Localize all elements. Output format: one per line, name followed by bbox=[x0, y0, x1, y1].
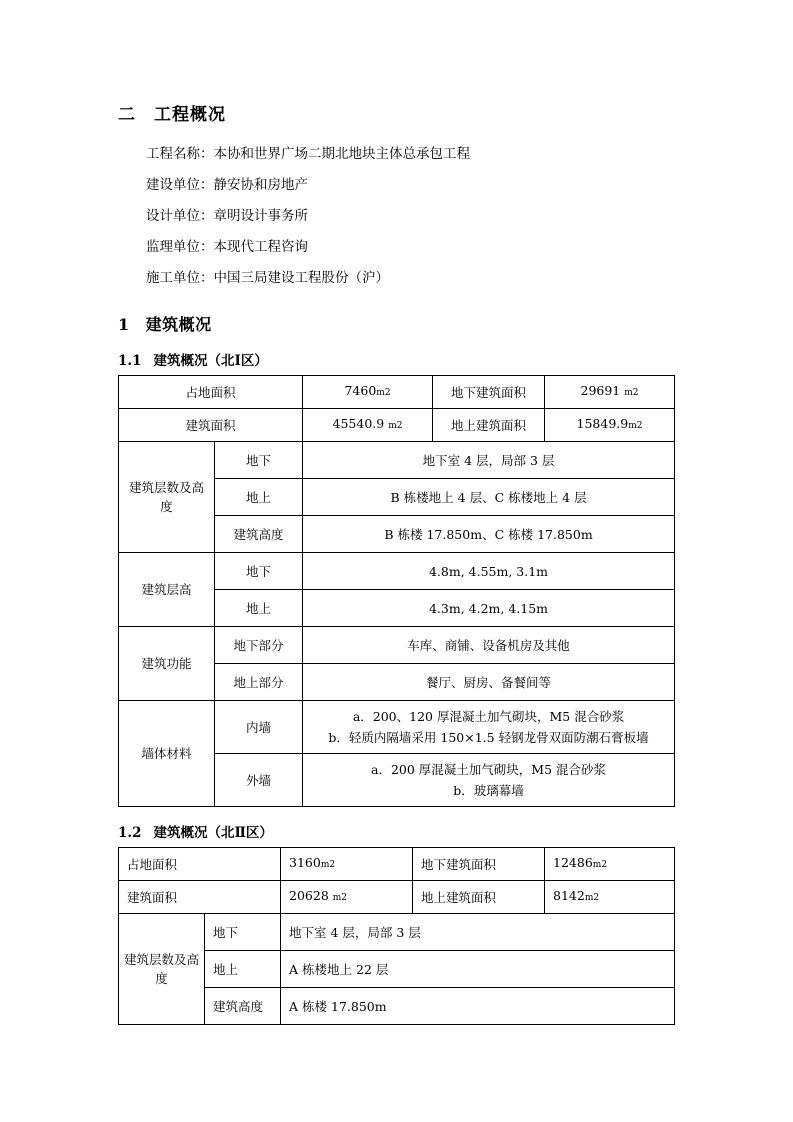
info-item-name: 工程名称：本协和世界广场二期北地块主体总承包工程 bbox=[146, 146, 470, 162]
site-area-value-2: 3160 bbox=[289, 855, 321, 870]
cell-value-outer-wall bbox=[303, 754, 675, 807]
cell-sub-building-height-2: 建筑高度 bbox=[205, 988, 281, 1025]
cell-sub-underground-2: 地下 bbox=[205, 914, 281, 951]
subsection-12-heading bbox=[118, 821, 683, 841]
cell-sub-function-underground: 地下部分 bbox=[215, 627, 303, 664]
floor-area-unit-2: m2 bbox=[332, 893, 348, 903]
cell-value-aboveground-floors-2: A 栋楼地上 22 层 bbox=[281, 951, 675, 988]
underground-area-unit: m2 bbox=[624, 388, 639, 398]
subsection-1-number: 1 bbox=[118, 315, 130, 334]
cell-value-underground-floors-2: 地下室 4 层，局部 3 层 bbox=[281, 914, 675, 951]
cell-value-site-area bbox=[303, 376, 433, 409]
subsection-1-title: 建筑概况 bbox=[145, 315, 212, 334]
subsection-1-heading bbox=[118, 312, 683, 335]
floor-area-value-2: 20628 bbox=[289, 888, 329, 903]
cell-label-story-height: 建筑层高 bbox=[119, 553, 215, 627]
cell-label-site-area: 占地面积 bbox=[119, 376, 303, 409]
cell-value-building-height: B 栋楼 17.850m、C 栋楼 17.850m bbox=[303, 516, 675, 553]
underground-area-unit-2: m2 bbox=[592, 860, 608, 870]
cell-label-floor-area-2: 建筑面积 bbox=[119, 881, 281, 914]
outer-wall-line1: a．200 厚混凝土加气砌块，M5 混合砂浆 bbox=[371, 762, 607, 777]
table-row bbox=[119, 442, 675, 479]
cell-value-floor-area-2 bbox=[281, 881, 413, 914]
info-item-designer: 设计单位：章明设计事务所 bbox=[146, 208, 308, 224]
inner-wall-line2: b．轻质内隔墙采用 150×1.5 轻钢龙骨双面防潮石膏板墙 bbox=[328, 730, 649, 745]
info-item-owner: 建设单位：静安协和房地产 bbox=[146, 177, 308, 193]
cell-sub-underground: 地下 bbox=[215, 442, 303, 479]
subsection-12-title: 建筑概况（北Ⅱ区） bbox=[153, 825, 273, 841]
cell-value-function-aboveground: 餐厅、厨房、备餐间等 bbox=[303, 664, 675, 701]
cell-sub-story-underground: 地下 bbox=[215, 553, 303, 590]
underground-area-value: 29691 bbox=[580, 383, 621, 398]
table-row bbox=[119, 409, 675, 442]
inner-wall-line1: a．200、120 厚混凝土加气砌块，M5 混合砂浆 bbox=[352, 709, 625, 724]
outer-wall-line2: b．玻璃幕墙 bbox=[453, 783, 524, 798]
subsection-11-number: 1.1 bbox=[118, 353, 142, 369]
underground-area-value-2: 12486 bbox=[553, 855, 593, 870]
cell-sub-story-aboveground: 地上 bbox=[215, 590, 303, 627]
cell-label-floors-height: 建筑层数及高度 bbox=[119, 442, 215, 553]
cell-value-function-underground: 车库、商铺、设备机房及其他 bbox=[303, 627, 675, 664]
cell-sub-building-height: 建筑高度 bbox=[215, 516, 303, 553]
cell-value-site-area-2 bbox=[281, 848, 413, 881]
section-title: 工程概况 bbox=[154, 105, 226, 125]
cell-label-function: 建筑功能 bbox=[119, 627, 215, 701]
site-area-unit: m2 bbox=[376, 388, 391, 398]
aboveground-area-value: 15849.9 bbox=[576, 416, 629, 431]
cell-label-aboveground-area: 地上建筑面积 bbox=[433, 409, 545, 442]
table-row bbox=[119, 848, 675, 881]
table-row bbox=[119, 881, 675, 914]
cell-value-story-underground: 4.8m, 4.55m, 3.1m bbox=[303, 553, 675, 590]
building-overview-table-north2 bbox=[118, 847, 675, 1025]
cell-label-floor-area: 建筑面积 bbox=[119, 409, 303, 442]
cell-label-site-area-2: 占地面积 bbox=[119, 848, 281, 881]
cell-sub-function-aboveground: 地上部分 bbox=[215, 664, 303, 701]
table-row bbox=[119, 701, 675, 754]
cell-label-aboveground-area-2: 地上建筑面积 bbox=[413, 881, 545, 914]
section-number: 二 bbox=[118, 105, 136, 125]
aboveground-area-unit: m2 bbox=[628, 421, 643, 431]
table-row bbox=[119, 914, 675, 951]
cell-value-floor-area bbox=[303, 409, 433, 442]
subsection-12-number: 1.2 bbox=[118, 825, 142, 841]
table-row bbox=[119, 553, 675, 590]
info-item-supervisor: 监理单位：本现代工程咨询 bbox=[146, 239, 308, 255]
building-overview-table-north1 bbox=[118, 375, 675, 807]
cell-value-story-aboveground: 4.3m, 4.2m, 4.15m bbox=[303, 590, 675, 627]
cell-value-aboveground-floors: B 栋楼地上 4 层、C 栋楼地上 4 层 bbox=[303, 479, 675, 516]
floor-area-unit: m2 bbox=[388, 421, 403, 431]
cell-sub-aboveground-2: 地上 bbox=[205, 951, 281, 988]
cell-sub-aboveground: 地上 bbox=[215, 479, 303, 516]
cell-value-building-height-2: A 栋楼 17.850m bbox=[281, 988, 675, 1025]
info-item-contractor: 施工单位：中国三局建设工程股份（沪） bbox=[146, 270, 389, 286]
subsection-11-title: 建筑概况（北Ⅰ区） bbox=[153, 353, 268, 369]
subsection-11-heading bbox=[118, 349, 683, 369]
cell-label-underground-area: 地下建筑面积 bbox=[433, 376, 545, 409]
cell-value-underground-floors: 地下室 4 层，局部 3 层 bbox=[303, 442, 675, 479]
cell-label-floors-height-2: 建筑层数及高度 bbox=[119, 914, 205, 1025]
project-info-list bbox=[146, 139, 683, 294]
floor-area-value: 45540.9 bbox=[332, 416, 385, 431]
site-area-unit-2: m2 bbox=[320, 860, 336, 870]
cell-value-aboveground-area-2 bbox=[545, 881, 675, 914]
cell-value-underground-area bbox=[545, 376, 675, 409]
table-row bbox=[119, 627, 675, 664]
cell-value-aboveground-area bbox=[545, 409, 675, 442]
section-heading bbox=[118, 100, 683, 125]
cell-sub-outer-wall: 外墙 bbox=[215, 754, 303, 807]
cell-label-wall-material: 墙体材料 bbox=[119, 701, 215, 807]
aboveground-area-unit-2: m2 bbox=[584, 893, 600, 903]
aboveground-area-value-2: 8142 bbox=[553, 888, 585, 903]
site-area-value: 7460 bbox=[344, 383, 377, 398]
cell-sub-inner-wall: 内墙 bbox=[215, 701, 303, 754]
cell-value-inner-wall bbox=[303, 701, 675, 754]
table-row bbox=[119, 376, 675, 409]
cell-value-underground-area-2 bbox=[545, 848, 675, 881]
cell-label-underground-area-2: 地下建筑面积 bbox=[413, 848, 545, 881]
